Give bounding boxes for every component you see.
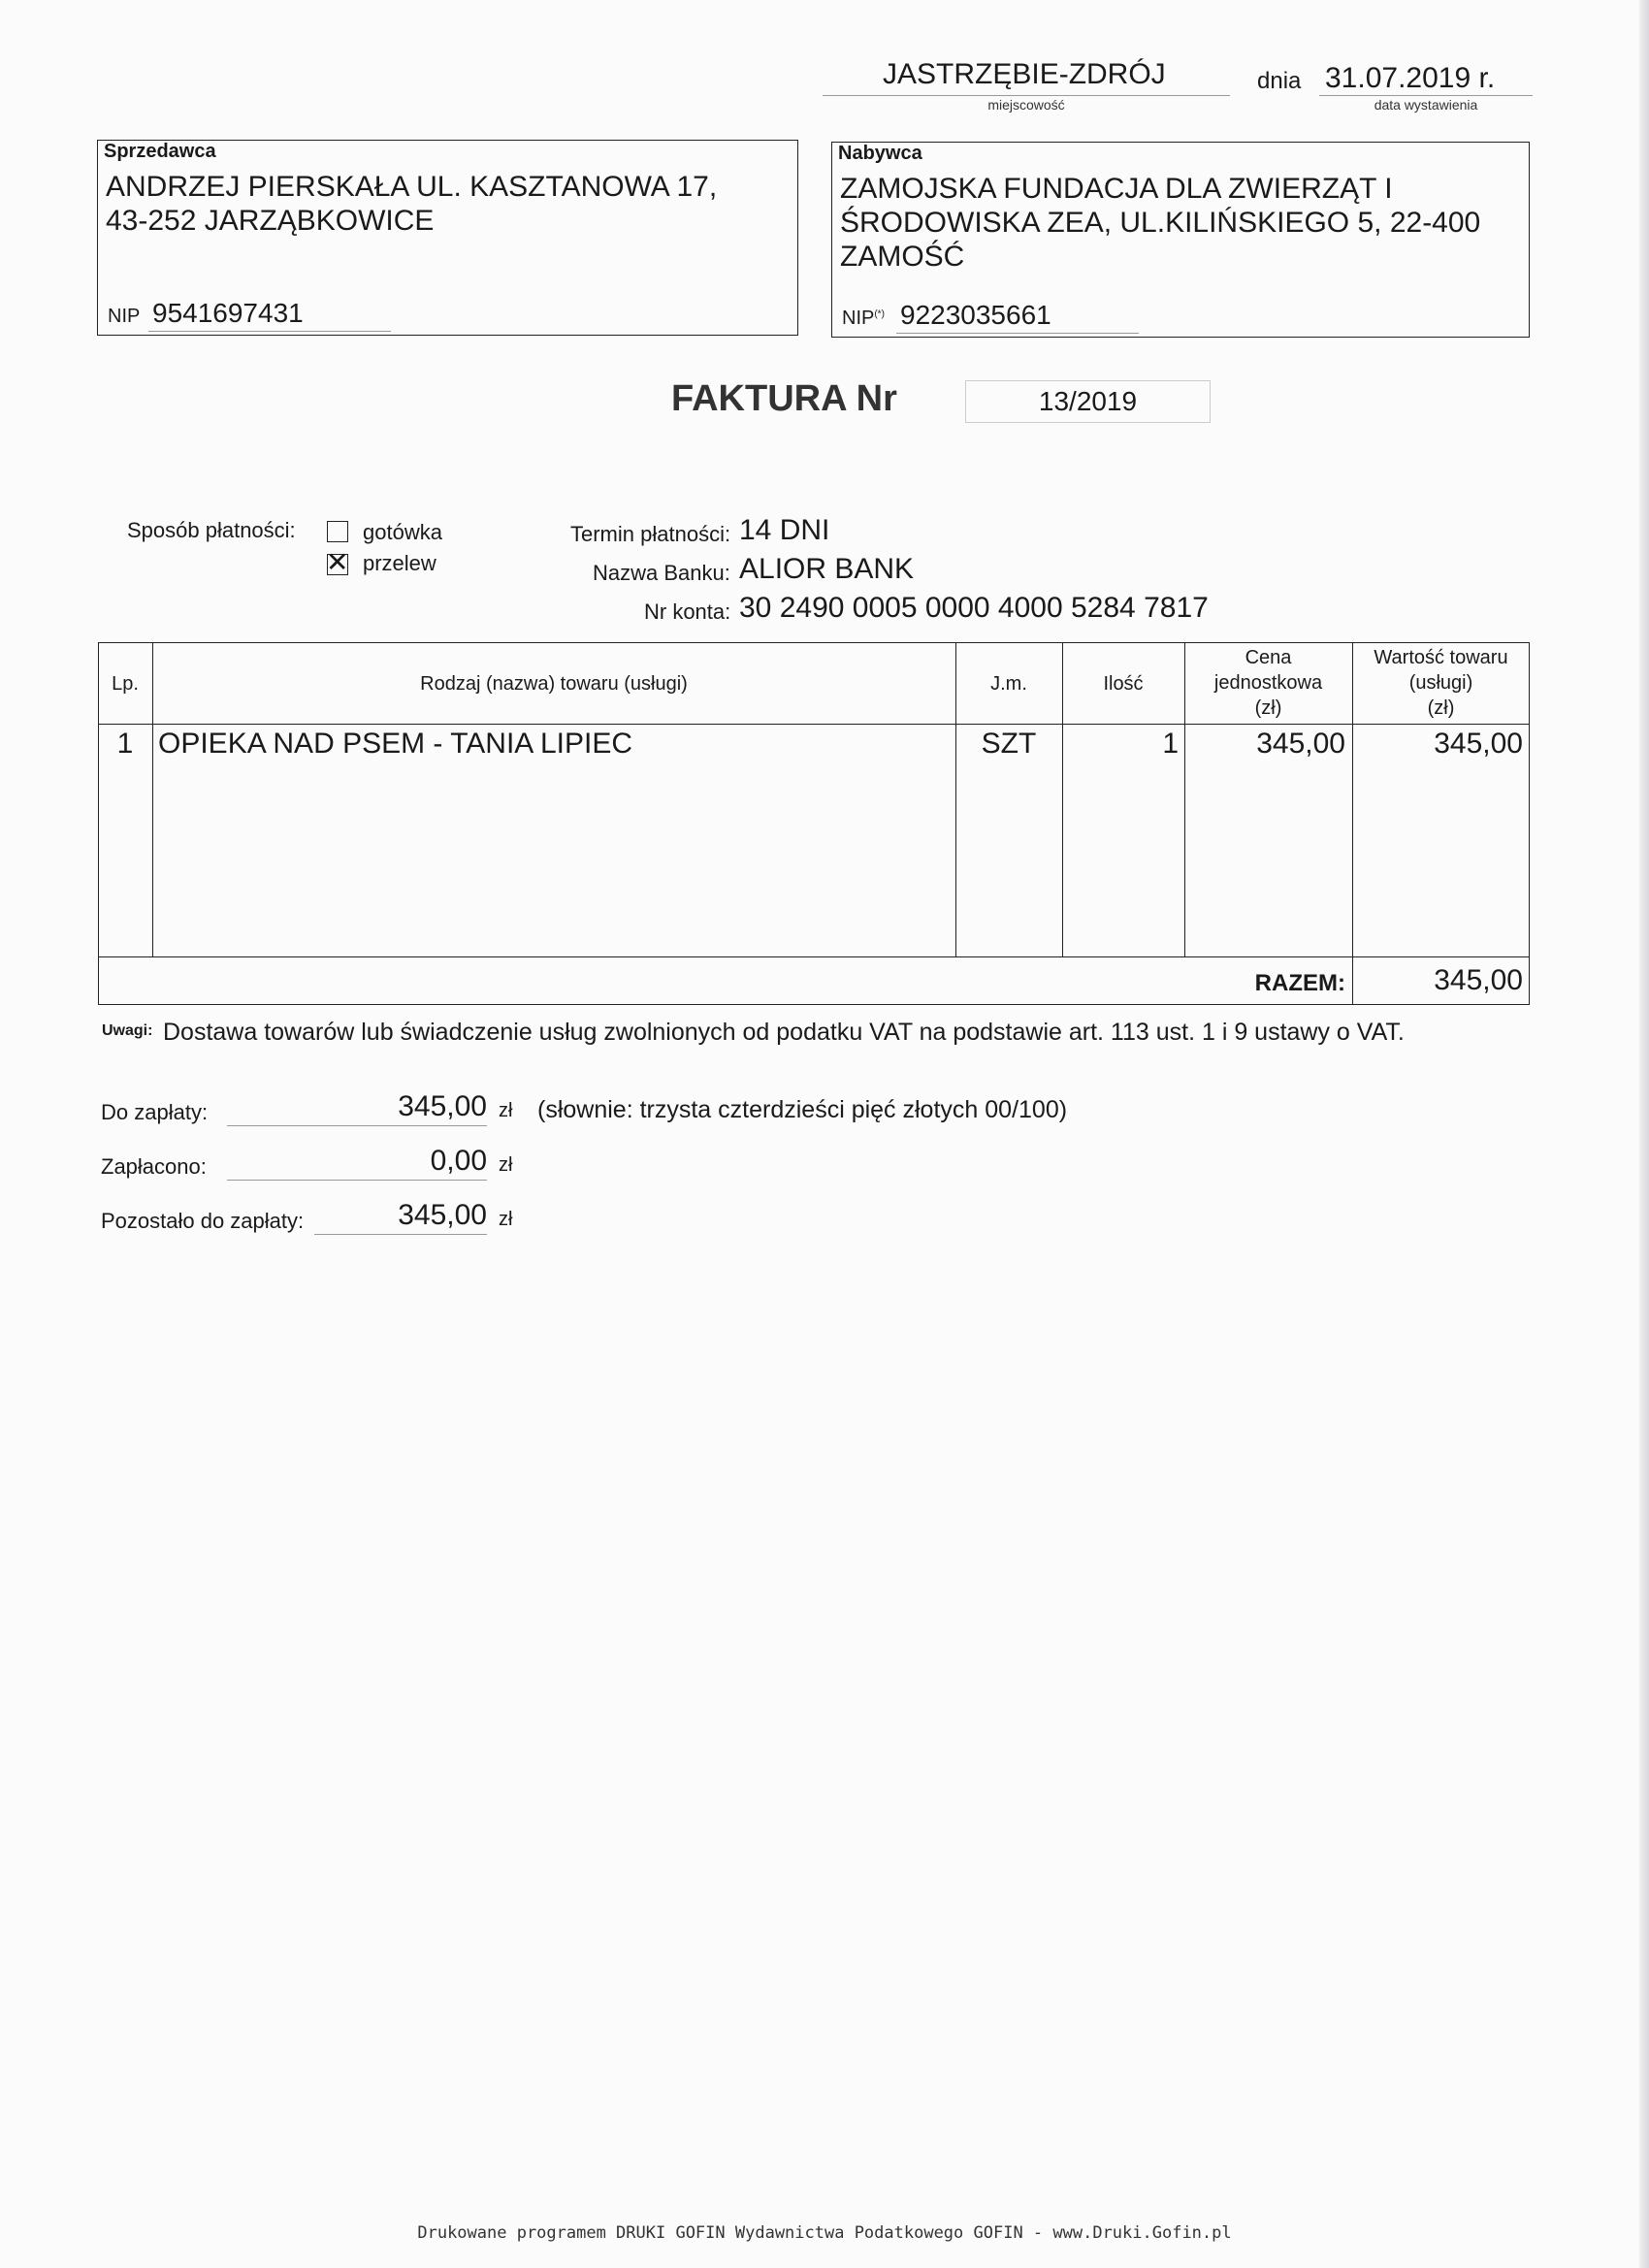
buyer-nip-underline — [896, 333, 1139, 334]
paid-label: Zapłacono: — [101, 1154, 207, 1179]
scan-edge — [1639, 0, 1649, 2268]
header-value: Wartość towaru (usługi) (zł) — [1374, 647, 1508, 719]
notes-text: Dostawa towarów lub świadczenie usług zwolnionych od podatku VAT na podstawie art. 113 ust. 1 i 9 ustawy o VAT. — [163, 1019, 1405, 1046]
transfer-checkbox[interactable] — [326, 547, 349, 577]
place-underline — [823, 95, 1230, 96]
row-value: 345,00 — [1434, 728, 1523, 760]
header-name: Rodzaj (nazwa) towaru (usługi) — [420, 673, 688, 695]
date-underline — [1319, 95, 1533, 96]
seller-label: Sprzedawca — [104, 141, 216, 162]
remaining-currency: zł — [499, 1209, 513, 1230]
invoice-title: FAKTURA Nr — [671, 378, 897, 419]
seller-box — [97, 140, 798, 336]
to-pay-label: Do zapłaty: — [101, 1100, 209, 1124]
account-number-label: Nr konta: — [644, 599, 731, 624]
row-lp: 1 — [116, 728, 134, 760]
header-qty: Ilość — [1103, 673, 1144, 695]
buyer-line-3: ZAMOŚĆ — [840, 241, 965, 273]
seller-line-2: 43-252 JARZĄBKOWICE — [106, 205, 435, 237]
to-pay-currency: zł — [499, 1100, 513, 1121]
account-number: 30 2490 0005 0000 4000 5284 7817 — [739, 592, 1209, 624]
payment-method-label: Sposób płatności: — [127, 518, 296, 542]
remaining-underline — [314, 1234, 487, 1235]
paid-amount: 0,00 — [430, 1145, 487, 1177]
row-name: OPIEKA NAD PSEM - TANIA LIPIEC — [158, 728, 633, 760]
transfer-option-label: przelew — [363, 551, 436, 575]
row-unit: SZT — [981, 728, 1037, 760]
invoice-number: 13/2019 — [965, 380, 1211, 423]
payment-term: 14 DNI — [739, 514, 830, 546]
bank-name-label: Nazwa Banku: — [593, 561, 730, 585]
buyer-box — [831, 142, 1530, 338]
seller-nip-underline — [148, 331, 391, 332]
header-unit: J.m. — [990, 673, 1027, 695]
checkmark-x-icon: ✕ — [326, 547, 349, 577]
remaining-label: Pozostało do zapłaty: — [101, 1209, 305, 1233]
seller-nip: 9541697431 — [152, 298, 304, 328]
bank-name: ALIOR BANK — [739, 553, 915, 585]
remaining-amount: 345,00 — [398, 1199, 487, 1231]
place-caption: miejscowość — [987, 97, 1065, 113]
buyer-line-1: ZAMOJSKA FUNDACJA DLA ZWIERZĄT I — [840, 173, 1393, 205]
table-header-divider — [98, 724, 1530, 725]
cash-option-label: gotówka — [363, 520, 442, 544]
total-label: RAZEM: — [1254, 970, 1345, 996]
buyer-nip: 9223035661 — [900, 300, 1051, 330]
header-unit-price: Cena jednostkowa (zł) — [1213, 647, 1323, 719]
buyer-line-2: ŚRODOWISKA ZEA, UL.KILIŃSKIEGO 5, 22-400 — [840, 207, 1481, 239]
paid-currency: zł — [499, 1154, 513, 1176]
footer-text: Drukowane programem DRUKI GOFIN Wydawnictwa Podatkowego GOFIN - www.Druki.Gofin.pl — [417, 2223, 1232, 2243]
buyer-nip-label: NIP(*) — [842, 308, 885, 329]
amount-in-words: (słownie: trzysta czterdzieści pięć złotych 00/100) — [537, 1096, 1068, 1123]
buyer-label: Nabywca — [838, 143, 922, 164]
row-qty: 1 — [1162, 728, 1179, 760]
seller-nip-label: NIP — [108, 306, 141, 327]
row-unit-price: 345,00 — [1256, 728, 1345, 760]
issue-place: JASTRZĘBIE-ZDRÓJ — [883, 58, 1166, 90]
notes-label: Uwagi: — [102, 1022, 153, 1039]
date-caption: data wystawienia — [1374, 97, 1478, 113]
paid-underline — [227, 1180, 487, 1181]
header-lp: Lp. — [112, 673, 139, 695]
payment-term-label: Termin płatności: — [570, 522, 731, 546]
date-prefix: dnia — [1257, 68, 1302, 94]
seller-line-1: ANDRZEJ PIERSKAŁA UL. KASZTANOWA 17, — [106, 171, 718, 203]
to-pay-underline — [227, 1125, 487, 1126]
cash-checkbox[interactable] — [327, 521, 348, 542]
total-value: 345,00 — [1434, 964, 1523, 996]
to-pay-amount: 345,00 — [398, 1090, 487, 1122]
table-total-divider — [98, 956, 1530, 957]
issue-date: 31.07.2019 r. — [1325, 62, 1496, 94]
